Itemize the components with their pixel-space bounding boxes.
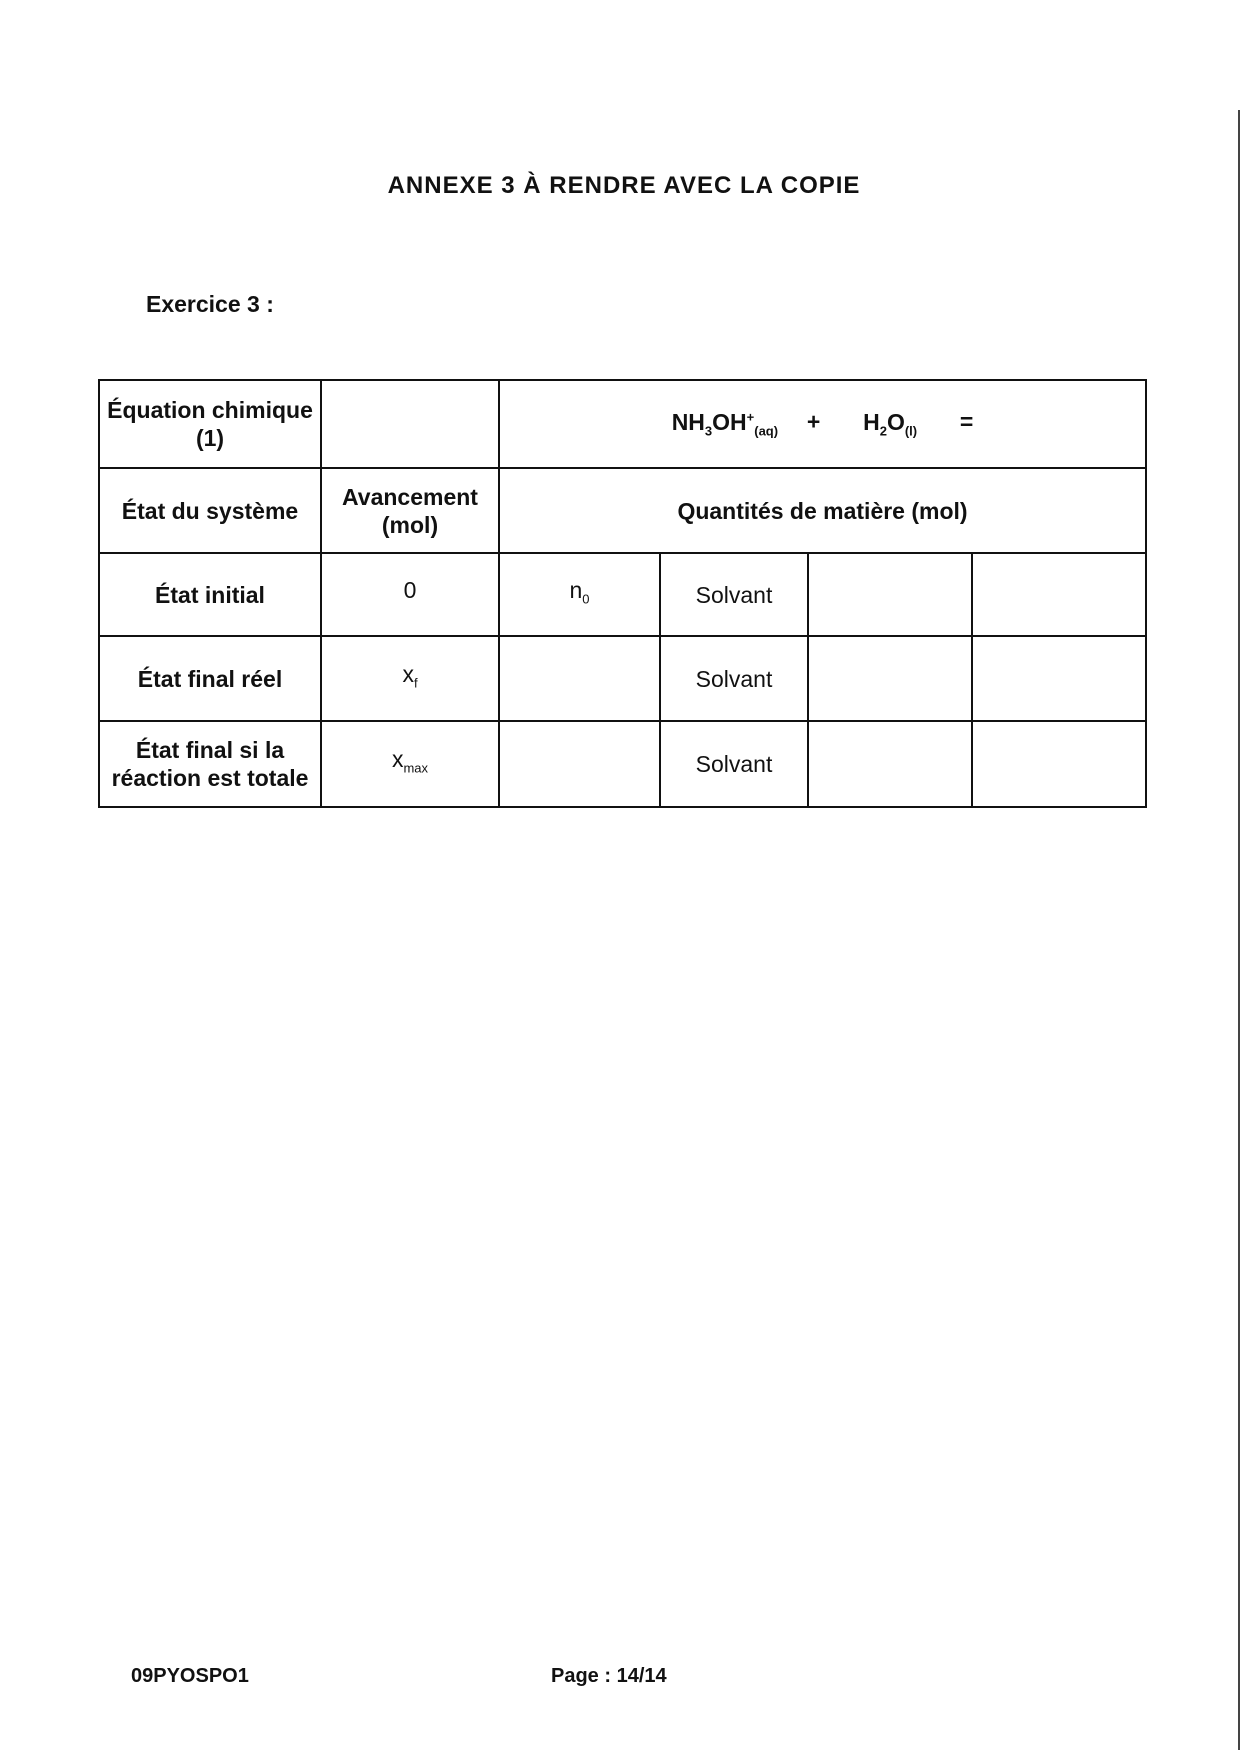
quantity-cell-3[interactable] bbox=[808, 636, 972, 721]
header-row bbox=[99, 468, 1146, 553]
plus-sign: + bbox=[806, 408, 821, 435]
state-cell: État final réel bbox=[99, 636, 321, 721]
reactant-1: $NH_3OH^+_{(aq)}$ bbox=[671, 408, 779, 439]
quantity-cell-3[interactable] bbox=[808, 553, 972, 636]
quantities-header: Quantités de matière (mol) bbox=[499, 468, 1146, 553]
quantity-cell-4[interactable] bbox=[972, 721, 1146, 807]
advancement-header: Avancement (mol) bbox=[321, 468, 499, 553]
table-row bbox=[99, 636, 1146, 721]
page-number: Page : 14/14 bbox=[551, 1665, 667, 1687]
quantity-cell-1[interactable] bbox=[499, 721, 660, 807]
state-cell: État final si la réaction est totale bbox=[99, 721, 321, 807]
reactant-2: $H_2O_{(l)}$ bbox=[863, 408, 918, 439]
advancement-cell: 0 bbox=[321, 553, 499, 636]
document-code: 09PYOSPO1 bbox=[131, 1665, 249, 1687]
solvent-cell: Solvant bbox=[660, 721, 808, 807]
solvent-cell: Solvant bbox=[660, 636, 808, 721]
advancement-cell: $x_f$ bbox=[321, 636, 499, 721]
quantity-cell-4[interactable] bbox=[972, 553, 1146, 636]
state-cell: État initial bbox=[99, 553, 321, 636]
state-header: État du système bbox=[99, 468, 321, 553]
equals-sign: = bbox=[959, 408, 974, 435]
scan-edge-line bbox=[1238, 110, 1240, 1750]
table-row bbox=[99, 553, 1146, 636]
equation-empty-cell bbox=[321, 380, 499, 468]
quantity-cell-1[interactable] bbox=[499, 636, 660, 721]
solvent-cell: Solvant bbox=[660, 553, 808, 636]
quantity-cell-1[interactable]: $n_0$ bbox=[499, 553, 660, 636]
equation-row bbox=[99, 380, 1146, 468]
advancement-table bbox=[98, 379, 1147, 808]
table-row bbox=[99, 721, 1146, 807]
equation-label-cell: Équation chimique (1) bbox=[99, 380, 321, 468]
chemical-equation-cell bbox=[499, 380, 1146, 468]
page-title: ANNEXE 3 À RENDRE AVEC LA COPIE bbox=[387, 172, 861, 199]
quantity-cell-4[interactable] bbox=[972, 636, 1146, 721]
exercise-label: Exercice 3 : bbox=[146, 291, 274, 317]
advancement-cell: $x_{max}$ bbox=[321, 721, 499, 807]
quantity-cell-3[interactable] bbox=[808, 721, 972, 807]
